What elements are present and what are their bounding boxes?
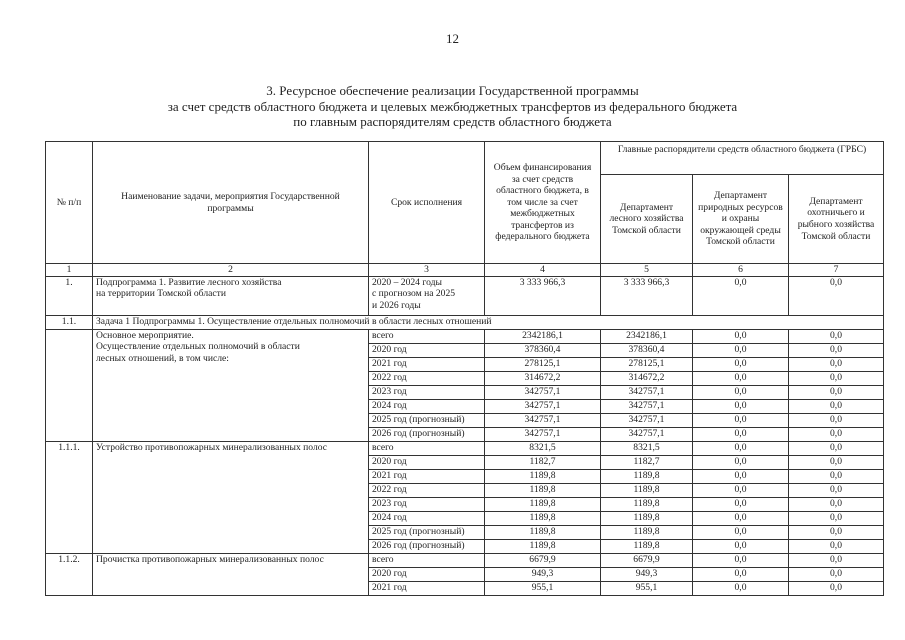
cell-dept-hunting: 0,0 [789, 413, 884, 427]
cell-dept-natural-resources: 0,0 [693, 413, 789, 427]
cell-volume: 8321,5 [485, 441, 601, 455]
title-line-1: 3. Ресурсное обеспечение реализации Государственной программы [266, 83, 639, 98]
cell-term: 2020 год [369, 343, 485, 357]
cell-dept-natural-resources: 0,0 [693, 329, 789, 343]
cell-dept-forestry: 6679,9 [601, 553, 693, 567]
activity-name [93, 329, 369, 441]
header-dept-hunting: Департамент охотничьего и рыбного хозяйства Томской области [789, 175, 884, 264]
title-line-2: за счет средств областного бюджета и целевых межбюджетных трансфертов из федерального бюджета [167, 98, 738, 114]
header-dept-forestry: Департамент лесного хозяйства Томской области [601, 175, 693, 264]
column-number: 3 [369, 264, 485, 277]
cell-dept-natural-resources: 0,0 [693, 371, 789, 385]
task-row [46, 315, 884, 329]
cell-volume: 1189,8 [485, 539, 601, 553]
subprogram-dept-forestry: 3 333 966,3 [601, 276, 693, 315]
column-number: 7 [789, 264, 884, 277]
subprogram-term-line: 2020 – 2024 годы [372, 276, 442, 288]
cell-dept-natural-resources: 0,0 [693, 455, 789, 469]
cell-dept-hunting: 0,0 [789, 581, 884, 595]
header-row-1 [46, 142, 884, 175]
header-term: Срок исполнения [369, 142, 485, 264]
table-row [46, 553, 884, 567]
cell-dept-forestry: 955,1 [601, 581, 693, 595]
cell-dept-forestry: 1189,8 [601, 511, 693, 525]
activity-num [46, 329, 93, 441]
cell-dept-forestry: 342757,1 [601, 427, 693, 441]
cell-term: 2020 год [369, 567, 485, 581]
cell-term: 2023 год [369, 497, 485, 511]
cell-dept-hunting: 0,0 [789, 483, 884, 497]
activity-name-line: лесных отношений, в том числе: [96, 352, 229, 364]
table-row [46, 441, 884, 455]
cell-dept-forestry: 342757,1 [601, 413, 693, 427]
cell-volume: 314672,2 [485, 371, 601, 385]
cell-dept-hunting: 0,0 [789, 329, 884, 343]
cell-dept-natural-resources: 0,0 [693, 441, 789, 455]
cell-volume: 342757,1 [485, 385, 601, 399]
cell-dept-hunting: 0,0 [789, 539, 884, 553]
header-dept-natural-resources: Департамент природных ресурсов и охраны окружающей среды Томской области [693, 175, 789, 264]
cell-dept-natural-resources: 0,0 [693, 581, 789, 595]
activity-num: 1.1.2. [46, 553, 93, 595]
subprogram-volume: 3 333 966,3 [485, 276, 601, 315]
cell-term: 2024 год [369, 511, 485, 525]
subprogram-name [93, 276, 369, 315]
cell-dept-hunting: 0,0 [789, 469, 884, 483]
activity-name-line: Осуществление отдельных полномочий в области [96, 341, 300, 353]
subprogram-term-line: и 2026 годы [372, 299, 421, 311]
cell-dept-forestry: 1189,8 [601, 483, 693, 497]
cell-volume: 1189,8 [485, 469, 601, 483]
cell-volume: 6679,9 [485, 553, 601, 567]
cell-dept-natural-resources: 0,0 [693, 539, 789, 553]
header-grbs: Главные распорядители средств областного бюджета (ГРБС) [601, 142, 884, 175]
cell-term: 2022 год [369, 371, 485, 385]
resource-table [45, 141, 884, 596]
header-volume: Объем финансирования за счет средств областного бюджета, в том числе за счет межбюджетных трансфертов из федерального бюджета [485, 142, 601, 264]
cell-volume: 1182,7 [485, 455, 601, 469]
column-number: 4 [485, 264, 601, 277]
cell-dept-hunting: 0,0 [789, 525, 884, 539]
header-name: Наименование задачи, мероприятия Государственной программы [93, 142, 369, 264]
cell-term: 2021 год [369, 581, 485, 595]
cell-volume: 278125,1 [485, 357, 601, 371]
activity-name-line: Прочистка противопожарных минерализованных полос [96, 553, 324, 565]
table-row [46, 329, 884, 343]
cell-dept-natural-resources: 0,0 [693, 399, 789, 413]
cell-term: 2026 год (прогнозный) [369, 427, 485, 441]
column-number: 2 [93, 264, 369, 277]
cell-term: 2021 год [369, 469, 485, 483]
cell-dept-natural-resources: 0,0 [693, 385, 789, 399]
cell-dept-forestry: 1182,7 [601, 455, 693, 469]
cell-dept-forestry: 949,3 [601, 567, 693, 581]
cell-dept-forestry: 1189,8 [601, 525, 693, 539]
activity-name-line: Устройство противопожарных минерализованных полос [96, 441, 328, 453]
cell-dept-natural-resources: 0,0 [693, 525, 789, 539]
cell-dept-natural-resources: 0,0 [693, 497, 789, 511]
cell-volume: 949,3 [485, 567, 601, 581]
cell-dept-hunting: 0,0 [789, 567, 884, 581]
column-number: 5 [601, 264, 693, 277]
activity-name [93, 553, 369, 595]
task-num: 1.1. [46, 315, 93, 329]
cell-volume: 342757,1 [485, 413, 601, 427]
cell-dept-forestry: 1189,8 [601, 539, 693, 553]
cell-dept-natural-resources: 0,0 [693, 357, 789, 371]
cell-dept-hunting: 0,0 [789, 385, 884, 399]
column-number: 1 [46, 264, 93, 277]
cell-dept-hunting: 0,0 [789, 343, 884, 357]
cell-dept-hunting: 0,0 [789, 455, 884, 469]
subprogram-term [369, 276, 485, 315]
activity-name-line: Основное мероприятие. [96, 329, 194, 341]
cell-dept-forestry: 1189,8 [601, 469, 693, 483]
subprogram-dept-hunting: 0,0 [789, 276, 884, 315]
cell-volume: 1189,8 [485, 483, 601, 497]
cell-dept-hunting: 0,0 [789, 553, 884, 567]
subprogram-dept-natural-resources: 0,0 [693, 276, 789, 315]
cell-dept-natural-resources: 0,0 [693, 553, 789, 567]
subprogram-name-line: на территории Томской области [96, 288, 226, 300]
subprogram-row [46, 276, 884, 315]
cell-dept-forestry: 2342186,1 [601, 329, 693, 343]
activity-name [93, 441, 369, 553]
cell-dept-natural-resources: 0,0 [693, 469, 789, 483]
cell-volume: 342757,1 [485, 399, 601, 413]
cell-volume: 2342186,1 [485, 329, 601, 343]
cell-term: 2024 год [369, 399, 485, 413]
cell-dept-forestry: 342757,1 [601, 385, 693, 399]
cell-dept-hunting: 0,0 [789, 441, 884, 455]
cell-dept-forestry: 8321,5 [601, 441, 693, 455]
cell-dept-hunting: 0,0 [789, 371, 884, 385]
cell-dept-natural-resources: 0,0 [693, 511, 789, 525]
subprogram-name-line: Подпрограмма 1. Развитие лесного хозяйства [96, 276, 282, 288]
cell-volume: 342757,1 [485, 427, 601, 441]
subprogram-num: 1. [46, 276, 93, 315]
cell-dept-forestry: 378360,4 [601, 343, 693, 357]
cell-dept-hunting: 0,0 [789, 357, 884, 371]
cell-dept-natural-resources: 0,0 [693, 483, 789, 497]
cell-dept-forestry: 314672,2 [601, 371, 693, 385]
cell-term: всего [369, 553, 485, 567]
cell-term: 2026 год (прогнозный) [369, 539, 485, 553]
cell-dept-natural-resources: 0,0 [693, 427, 789, 441]
cell-term: 2025 год (прогнозный) [369, 525, 485, 539]
title-line-3: по главным распорядителям средств областного бюджета [293, 114, 612, 129]
page-number: 12 [446, 31, 459, 46]
cell-term: 2023 год [369, 385, 485, 399]
activity-num: 1.1.1. [46, 441, 93, 553]
cell-volume: 1189,8 [485, 511, 601, 525]
column-number: 6 [693, 264, 789, 277]
cell-dept-hunting: 0,0 [789, 497, 884, 511]
cell-term: всего [369, 329, 485, 343]
cell-term: 2025 год (прогнозный) [369, 413, 485, 427]
document-title [0, 83, 905, 130]
cell-term: 2020 год [369, 455, 485, 469]
column-number-row [46, 264, 884, 277]
cell-volume: 1189,8 [485, 525, 601, 539]
cell-dept-natural-resources: 0,0 [693, 343, 789, 357]
task-text: Задача 1 Подпрограммы 1. Осуществление отдельных полномочий в области лесных отношений [93, 315, 884, 329]
cell-term: всего [369, 441, 485, 455]
cell-dept-hunting: 0,0 [789, 427, 884, 441]
cell-volume: 378360,4 [485, 343, 601, 357]
cell-term: 2022 год [369, 483, 485, 497]
cell-volume: 955,1 [485, 581, 601, 595]
cell-volume: 1189,8 [485, 497, 601, 511]
cell-dept-natural-resources: 0,0 [693, 567, 789, 581]
header-num: № п/п [46, 142, 93, 264]
cell-dept-hunting: 0,0 [789, 511, 884, 525]
cell-dept-forestry: 1189,8 [601, 497, 693, 511]
cell-dept-forestry: 342757,1 [601, 399, 693, 413]
cell-dept-forestry: 278125,1 [601, 357, 693, 371]
cell-term: 2021 год [369, 357, 485, 371]
cell-dept-hunting: 0,0 [789, 399, 884, 413]
subprogram-term-line: с прогнозом на 2025 [372, 288, 456, 300]
